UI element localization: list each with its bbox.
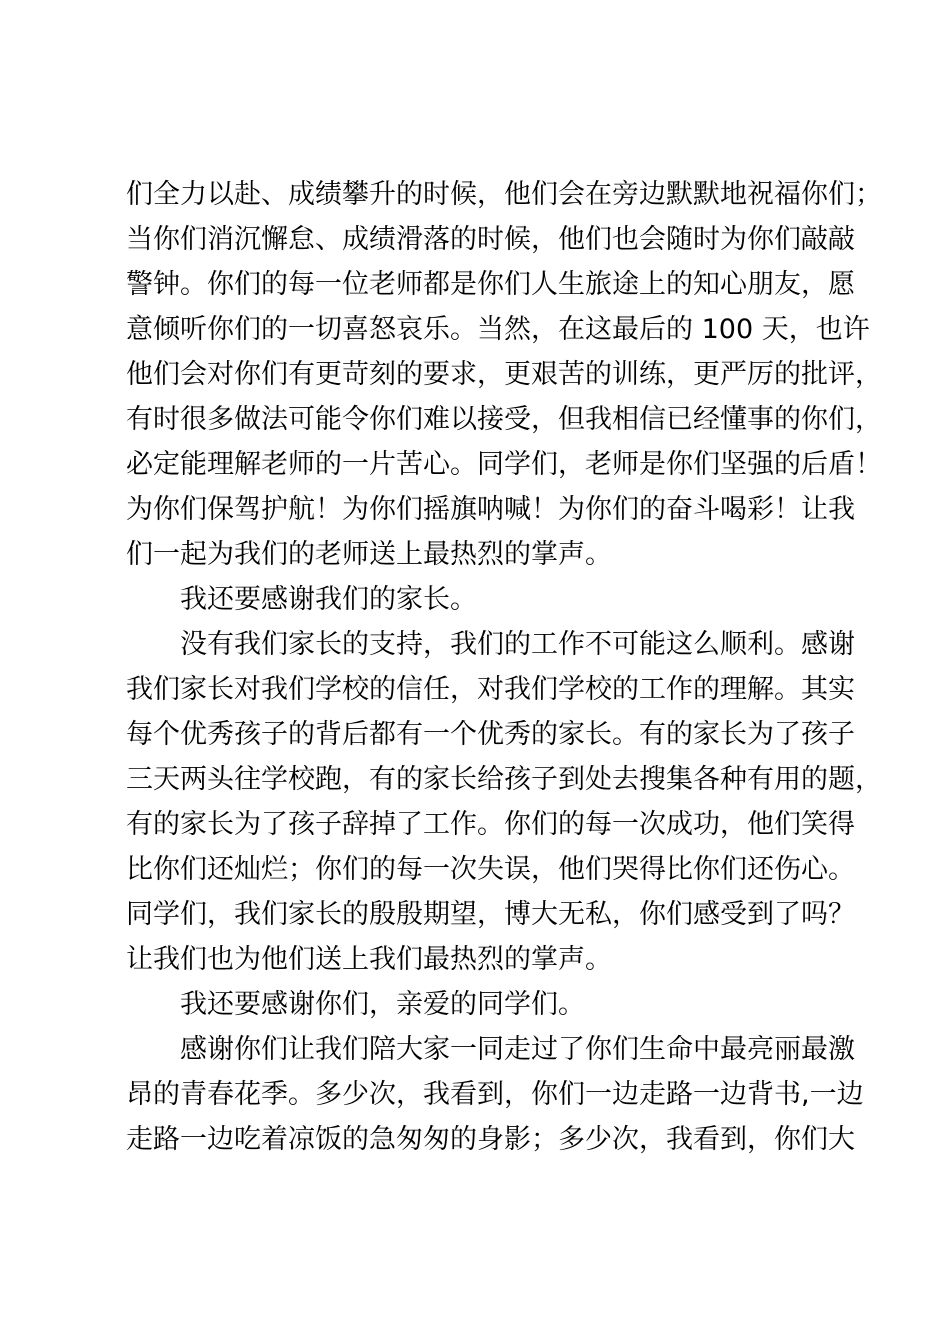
text-line: 们全力以赴、成绩攀升的时候，他们会在旁边默默地祝福你们； <box>126 179 882 210</box>
text-line: 让我们也为他们送上我们最热烈的掌声。 <box>126 944 612 975</box>
body-text <box>126 172 882 1162</box>
text-line: 意倾听你们的一切喜怒哀乐。当然，在这最后的 100 天，也许 <box>126 314 870 345</box>
text-line: 当你们消沉懈怠、成绩滑落的时候，他们也会随时为你们敲敲 <box>126 224 855 255</box>
text-line: 我还要感谢我们的家长。 <box>180 584 477 615</box>
text-line: 警钟。你们的每一位老师都是你们人生旅途上的知心朋友，愿 <box>126 269 855 300</box>
text-line: 我们家长对我们学校的信任，对我们学校的工作的理解。其实 <box>126 674 855 705</box>
text-line: 必定能理解老师的一片苦心。同学们，老师是你们坚强的后盾！ <box>126 449 882 480</box>
text-line: 昂的青春花季。多少次，我看到，你们一边走路一边背书,一边 <box>126 1079 864 1110</box>
text-line: 同学们，我们家长的殷殷期望，博大无私，你们感受到了吗？ <box>126 899 855 930</box>
text-line: 他们会对你们有更苛刻的要求，更艰苦的训练，更严厉的批评， <box>126 359 882 390</box>
text-line: 没有我们家长的支持，我们的工作不可能这么顺利。感谢 <box>180 629 855 660</box>
text-line: 走路一边吃着凉饭的急匆匆的身影；多少次，我看到，你们大 <box>126 1124 855 1155</box>
text-line: 比你们还灿烂；你们的每一次失误，他们哭得比你们还伤心。 <box>126 854 855 885</box>
text-line: 三天两头往学校跑，有的家长给孩子到处去搜集各种有用的题， <box>126 764 882 795</box>
text-line: 们一起为我们的老师送上最热烈的掌声。 <box>126 539 612 570</box>
text-line: 有的家长为了孩子辞掉了工作。你们的每一次成功，他们笑得 <box>126 809 855 840</box>
text-line: 每个优秀孩子的背后都有一个优秀的家长。有的家长为了孩子 <box>126 719 855 750</box>
text-line: 感谢你们让我们陪大家一同走过了你们生命中最亮丽最激 <box>180 1034 855 1065</box>
text-line: 有时很多做法可能令你们难以接受，但我相信已经懂事的你们， <box>126 404 882 435</box>
text-line: 为你们保驾护航！为你们摇旗呐喊！为你们的奋斗喝彩！让我 <box>126 494 855 525</box>
text-line: 我还要感谢你们，亲爱的同学们。 <box>180 989 585 1020</box>
